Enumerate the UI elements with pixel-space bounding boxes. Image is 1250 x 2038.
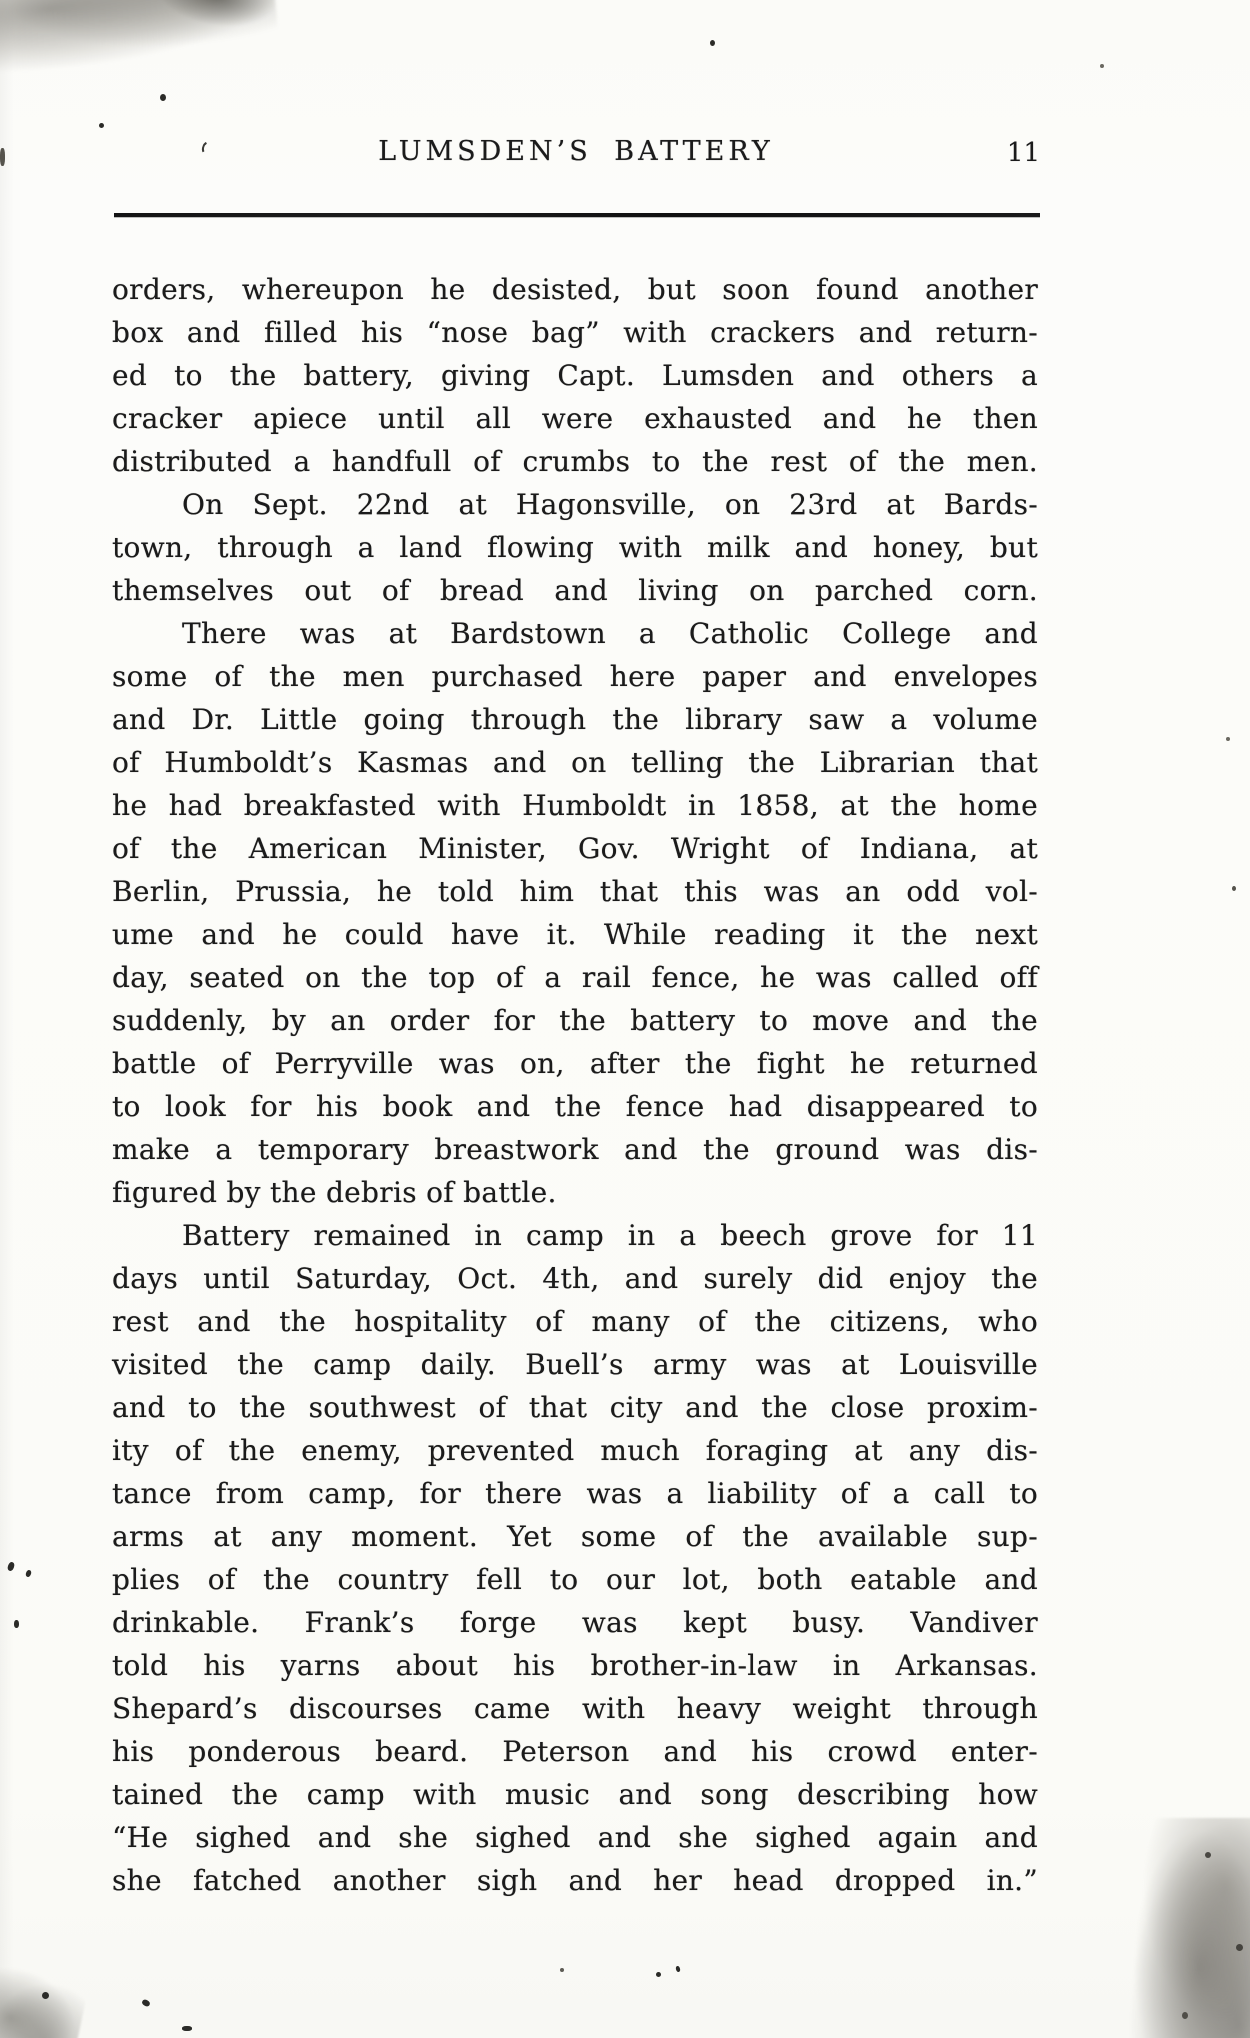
text-line: make a temporary breastwork and the ground was dis- <box>112 1133 1038 1166</box>
text-line: There was at Bardstown a Catholic College and <box>182 617 1038 650</box>
text-line: to look for his book and the fence had disappeared to <box>112 1090 1038 1123</box>
scan-mark <box>182 2026 192 2031</box>
text-line: box and filled his “nose bag” with crackers and return- <box>112 316 1038 349</box>
scan-speckle <box>1182 2012 1188 2019</box>
text-line: orders, whereupon he desisted, but soon found another <box>112 273 1038 306</box>
paragraph-1 <box>112 268 1038 483</box>
scan-speckle <box>560 1968 564 1972</box>
scan-speckle <box>656 1972 661 1977</box>
scan-smudge-bottom-left <box>0 1959 90 2038</box>
scan-speckle <box>1205 1852 1211 1858</box>
text-line: tained the camp with music and song describing how <box>112 1778 1038 1811</box>
text-line: arms at any moment. Yet some of the available sup- <box>112 1520 1038 1553</box>
text-line: tance from camp, for there was a liability of a call to <box>112 1477 1038 1510</box>
text-line: rest and the hospitality of many of the citizens, who <box>112 1305 1038 1338</box>
scan-mark <box>25 1569 32 1577</box>
text-line: On Sept. 22nd at Hagonsville, on 23rd at Bards- <box>182 488 1038 521</box>
scan-speckle <box>1100 64 1104 68</box>
scan-mark <box>14 1620 19 1628</box>
scan-speckle <box>160 94 166 101</box>
text-line: cracker apiece until all were exhausted and he then <box>112 402 1038 435</box>
text-line: Berlin, Prussia, he told him that this was an odd vol- <box>112 875 1038 908</box>
text-line: town, through a land flowing with milk and honey, but <box>112 531 1038 564</box>
text-line: suddenly, by an order for the battery to move and the <box>112 1004 1038 1037</box>
scan-speckle <box>1226 737 1230 741</box>
paragraph-4 <box>112 1214 1038 1902</box>
text-line: of Humboldt’s Kasmas and on telling the Librarian that <box>112 746 1038 779</box>
text-line: Battery remained in camp in a beech grove for 11 <box>182 1219 1038 1252</box>
text-line: themselves out of bread and living on parched corn. <box>112 574 1038 607</box>
scan-smudge-top-left-dark <box>147 0 283 38</box>
scan-speckle <box>1236 1944 1243 1951</box>
text-line: Shepard’s discourses came with heavy weight through <box>112 1692 1038 1725</box>
text-line: told his yarns about his brother-in-law in Arkansas. <box>112 1649 1038 1682</box>
text-line: battle of Perryville was on, after the fight he returned <box>112 1047 1038 1080</box>
text-line: he had breakfasted with Humboldt in 1858, at the home <box>112 789 1038 822</box>
text-line: day, seated on the top of a rail fence, he was called off <box>112 961 1038 994</box>
page-number: 11 <box>1006 138 1040 168</box>
text-line: distributed a handfull of crumbs to the rest of the men. <box>112 445 1038 478</box>
scan-smudge-bottom-right <box>1128 1818 1250 2038</box>
scan-speckle <box>99 123 104 128</box>
text-line: days until Saturday, Oct. 4th, and surely did enjoy the <box>112 1262 1038 1295</box>
text-line: and to the southwest of that city and the close proxim- <box>112 1391 1038 1424</box>
header-rule <box>114 213 1040 217</box>
text-line: “He sighed and she sighed and she sighed again and <box>112 1821 1038 1854</box>
body-text <box>112 268 1038 1902</box>
scan-speckle <box>42 1992 49 1999</box>
text-line: his ponderous beard. Peterson and his crowd enter- <box>112 1735 1038 1768</box>
paragraph-3 <box>112 612 1038 1214</box>
page-title: LUMSDEN’S BATTERY <box>378 136 774 167</box>
scan-mark <box>7 1561 16 1572</box>
paragraph-2 <box>112 483 1038 612</box>
running-head <box>112 136 1040 178</box>
text-line: and Dr. Little going through the library saw a volume <box>112 703 1038 736</box>
scan-mark <box>141 1998 151 2007</box>
scan-speckle <box>710 40 715 46</box>
text-line: figured by the debris of battle. <box>112 1176 557 1209</box>
scan-speckle <box>1232 886 1236 891</box>
text-line: ume and he could have it. While reading it the next <box>112 918 1038 951</box>
text-line: visited the camp daily. Buell’s army was at Louisville <box>112 1348 1038 1381</box>
text-line: plies of the country fell to our lot, both eatable and <box>112 1563 1038 1596</box>
text-line: of the American Minister, Gov. Wright of Indiana, at <box>112 832 1038 865</box>
text-line: ed to the battery, giving Capt. Lumsden and others a <box>112 359 1038 392</box>
text-line: ity of the enemy, prevented much foraging at any dis- <box>112 1434 1038 1467</box>
scan-smudge-top-left <box>0 0 279 75</box>
text-line: she fatched another sigh and her head dropped in.” <box>112 1864 1038 1897</box>
scan-mark <box>675 1966 680 1973</box>
text-line: drinkable. Frank’s forge was kept busy. Vandiver <box>112 1606 1038 1639</box>
text-line: some of the men purchased here paper and envelopes <box>112 660 1038 693</box>
scan-mark <box>0 148 5 166</box>
